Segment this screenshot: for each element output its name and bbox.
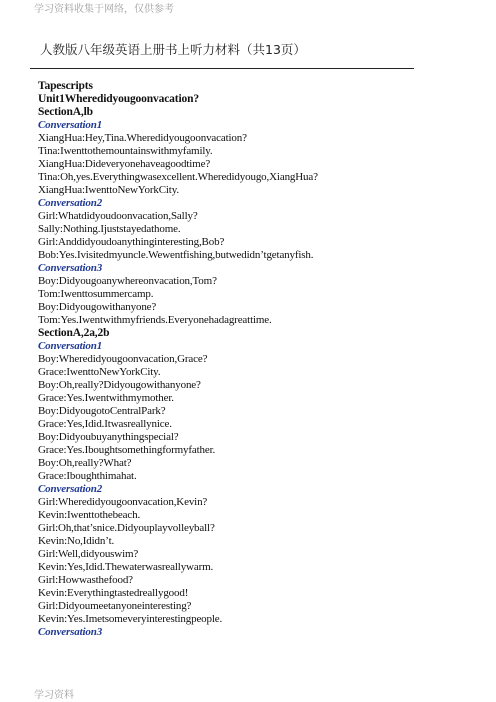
section-heading: Tapescripts [38, 80, 93, 92]
dialogue-line: Tom:Iwenttosummercamp. [38, 288, 154, 300]
dialogue-line: Kevin:Iwenttothebeach. [38, 509, 141, 521]
dialogue-line: Boy:Didyougoanywhereonvacation,Tom? [38, 275, 217, 287]
dialogue-line: XiangHua:IwenttoNewYorkCity. [38, 184, 179, 196]
title-divider [30, 68, 414, 69]
dialogue-line: Grace:Yes,Idid.Itwasreallynice. [38, 418, 172, 430]
dialogue-line: Tom:Yes.Iwentwithmyfriends.Everyonehadagreattime. [38, 314, 272, 326]
dialogue-line: Girl:Well,didyouswim? [38, 548, 139, 560]
dialogue-line: Bob:Yes.Ivisitedmyuncle.Wewentfishing,butwedidn’tgetanyfish. [38, 249, 314, 261]
dialogue-line: XiangHua:Dideveryonehaveagoodtime? [38, 158, 211, 170]
dialogue-line: Boy:Didyoubuyanythingspecial? [38, 431, 179, 443]
dialogue-line: Grace:Yes.Iwentwithmymother. [38, 392, 174, 404]
dialogue-line: Girl:Whatdidyoudoonvacation,Sally? [38, 210, 198, 222]
dialogue-line: Kevin:Yes.Imetsomeveryinterestingpeople. [38, 613, 223, 625]
document-title: 人教版八年级英语上册书上听力材料（共13页） [40, 42, 306, 57]
dialogue-line: Boy:Wheredidyougoonvacation,Grace? [38, 353, 208, 365]
dialogue-line: Kevin:Yes,Idid.Thewaterwasreallywarm. [38, 561, 214, 573]
header-watermark: 学习资料收集于网络，仅供参考 [34, 4, 174, 15]
dialogue-line: Sally:Nothing.Ijuststayedathome. [38, 223, 181, 235]
dialogue-line: Girl:Howwasthefood? [38, 574, 133, 586]
conversation-heading: Conversation2 [38, 197, 103, 209]
dialogue-line: Girl:Anddidyoudoanythinginteresting,Bob? [38, 236, 225, 248]
dialogue-line: Tina:Oh,yes.Everythingwasexcellent.Wheredidyougo,XiangHua? [38, 171, 318, 183]
dialogue-line: Girl:Oh,that’snice.Didyouplayvolleyball? [38, 522, 215, 534]
dialogue-line: Boy:Didyougowithanyone? [38, 301, 157, 313]
conversation-heading: Conversation2 [38, 483, 103, 495]
dialogue-line: Kevin:Everythingtastedreallygood! [38, 587, 189, 599]
dialogue-line: Grace:Iboughthimahat. [38, 470, 137, 482]
conversation-heading: Conversation1 [38, 340, 103, 352]
section-heading: Unit1Wheredidyougoonvacation? [38, 93, 199, 105]
dialogue-line: Grace:Yes.Iboughtsomethingformyfather. [38, 444, 216, 456]
dialogue-line: Tina:Iwenttothemountainswithmyfamily. [38, 145, 213, 157]
dialogue-line: Kevin:No,Ididn’t. [38, 535, 115, 547]
dialogue-line: Boy:Oh,really?Didyougowithanyone? [38, 379, 201, 391]
conversation-heading: Conversation3 [38, 262, 103, 274]
dialogue-line: Girl:Wheredidyougoonvacation,Kevin? [38, 496, 208, 508]
dialogue-line: Girl:Didyoumeetanyoneinteresting? [38, 600, 192, 612]
conversation-heading: Conversation3 [38, 626, 103, 638]
dialogue-line: Boy:DidyougotoCentralPark? [38, 405, 166, 417]
section-heading: SectionA,2a,2b [38, 327, 110, 339]
dialogue-line: XiangHua:Hey,Tina.Wheredidyougoonvacation? [38, 132, 247, 144]
section-heading: SectionA,lb [38, 106, 93, 118]
dialogue-line: Grace:IwenttoNewYorkCity. [38, 366, 161, 378]
tapescript-body [38, 80, 478, 639]
conversation-heading: Conversation1 [38, 119, 103, 131]
footer-watermark: 学习资料 [34, 690, 74, 701]
dialogue-line: Boy:Oh,really?What? [38, 457, 132, 469]
